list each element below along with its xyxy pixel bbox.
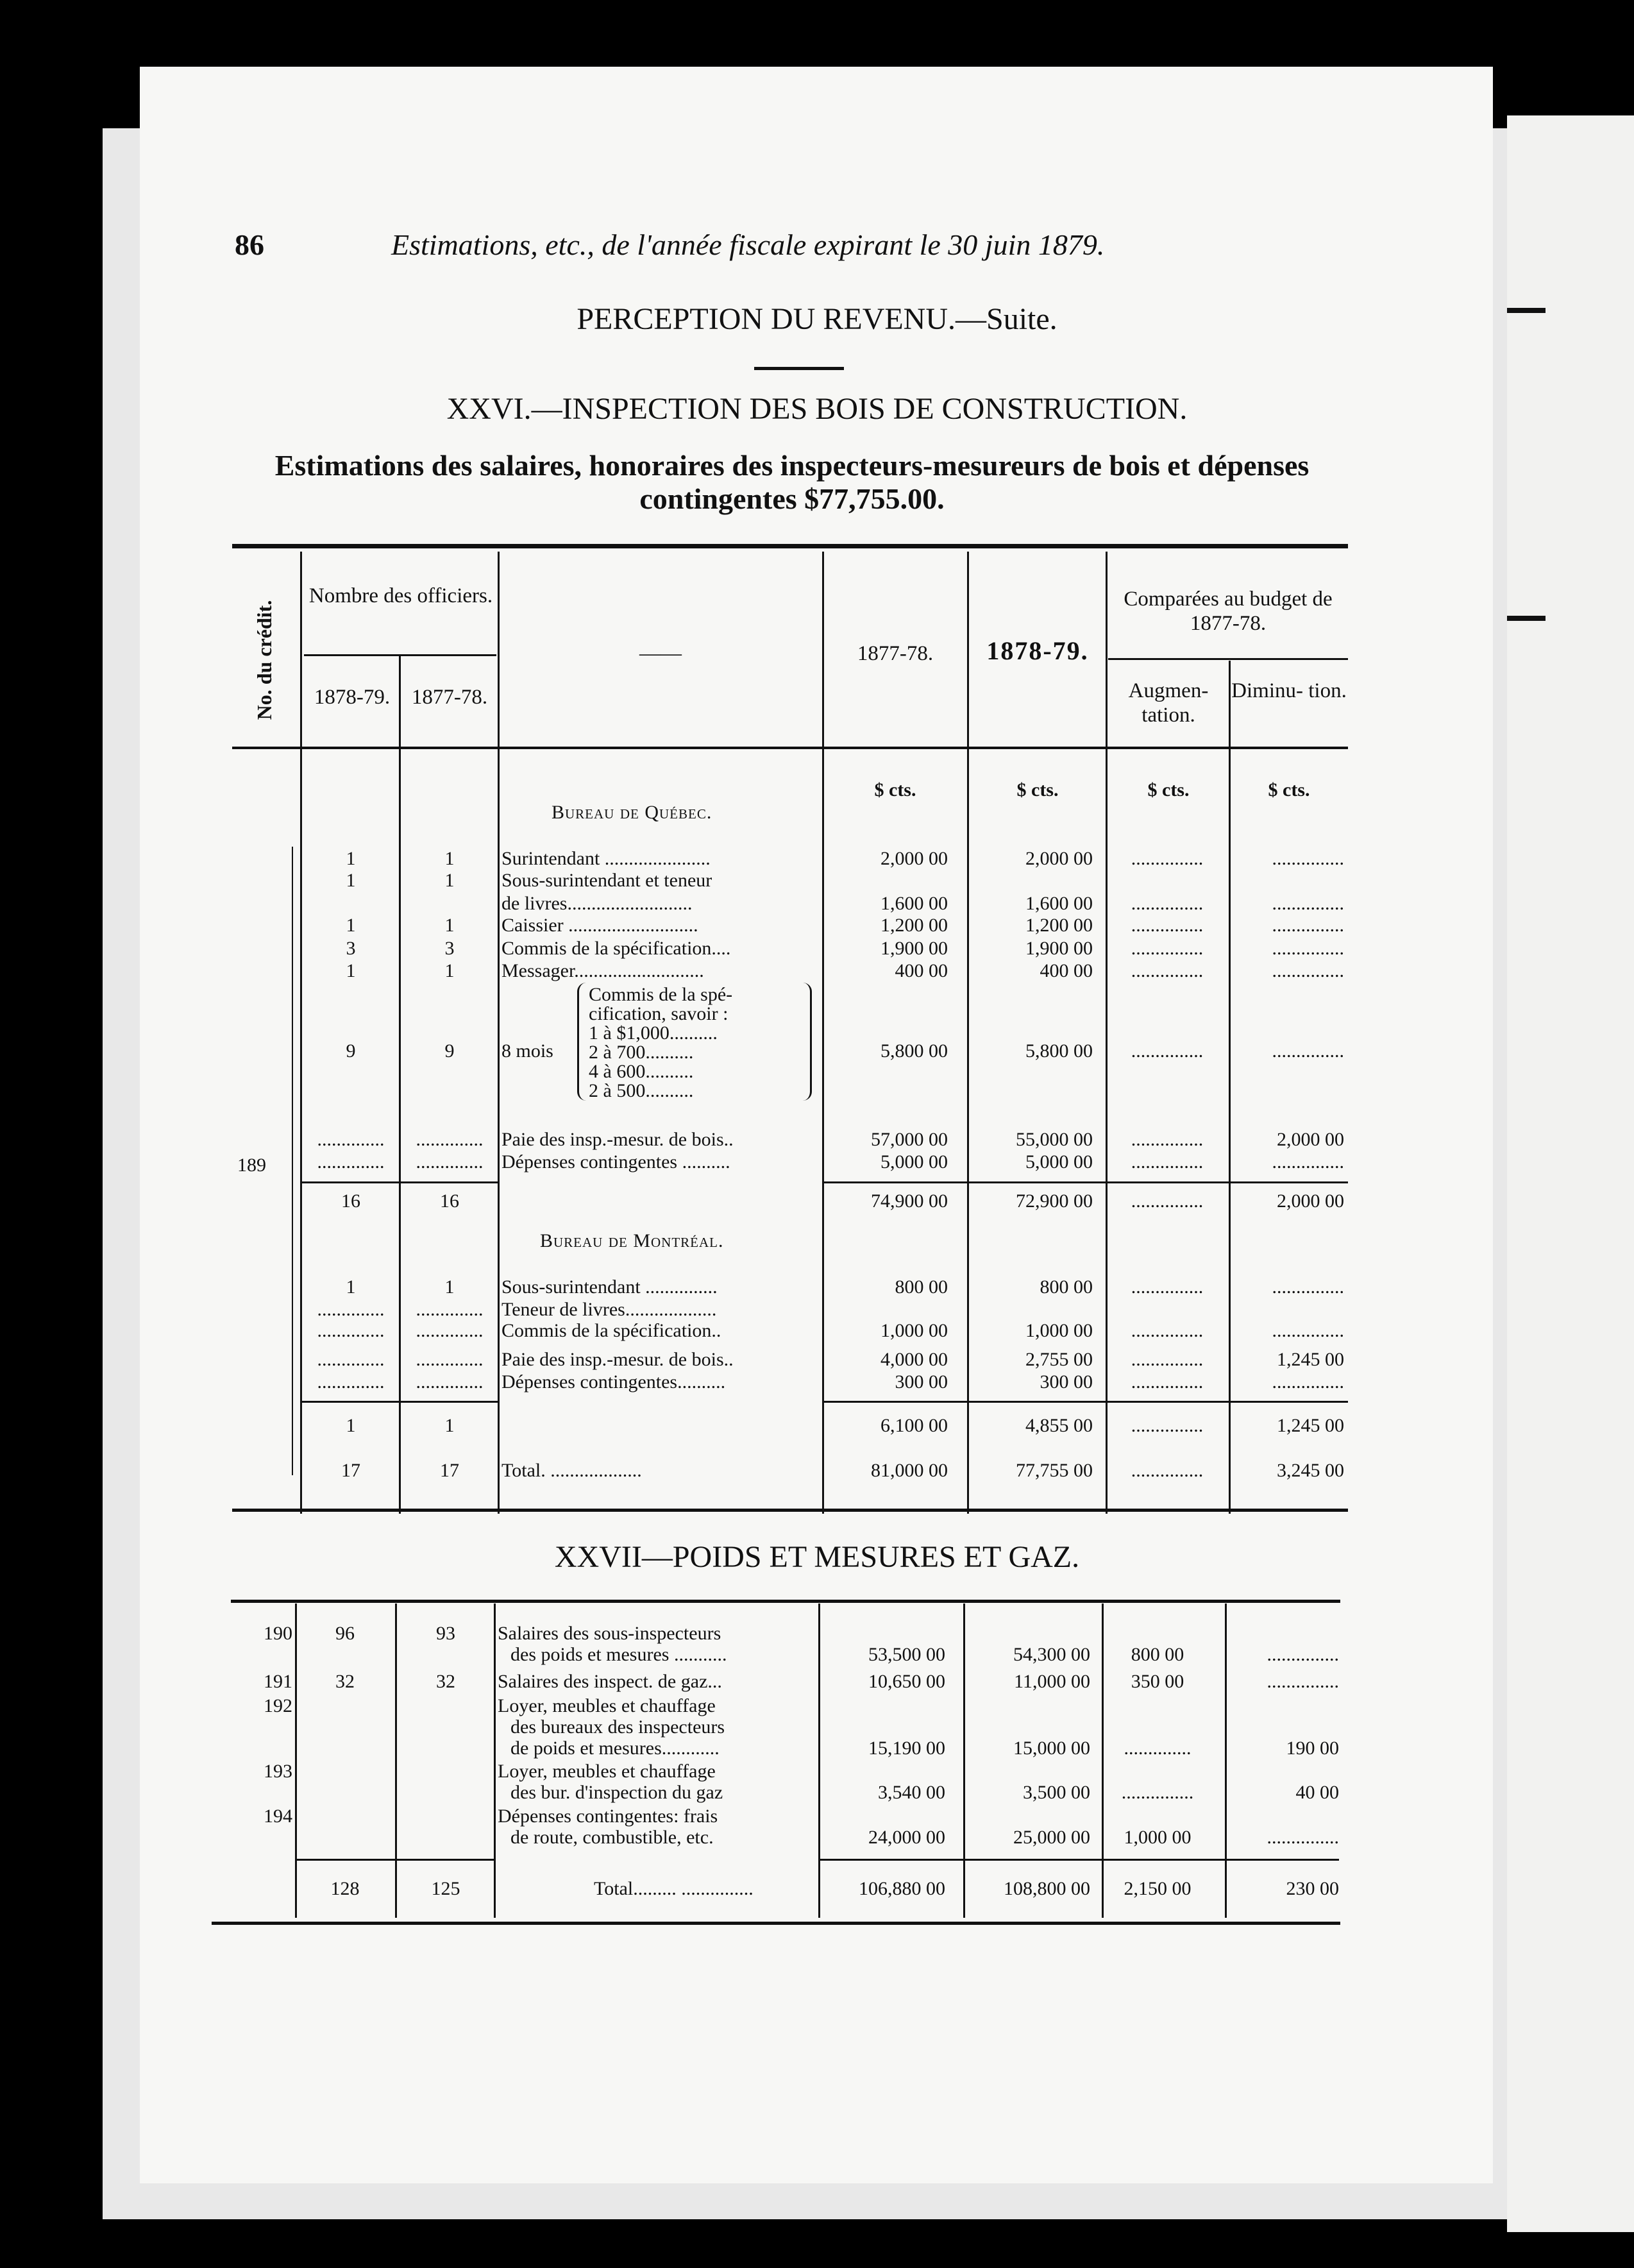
subtotal-rule xyxy=(822,1181,1348,1183)
col-divider xyxy=(295,1604,297,1918)
montreal-row-count-1877: .............. xyxy=(416,1349,484,1370)
header-augmentation: Augmen- tation. xyxy=(1128,679,1209,727)
quebec-row-amount-1878: 55,000 00 xyxy=(1016,1129,1093,1150)
col-divider xyxy=(1106,552,1108,1514)
montreal-row-label: Sous-surintendant ............... xyxy=(501,1276,718,1298)
montreal-row-count-1878: .............. xyxy=(317,1299,385,1320)
commis-duration: 8 mois xyxy=(501,1040,553,1062)
quebec-row-count-1878: 1 xyxy=(346,848,356,869)
quebec-row-label: de livres.......................... xyxy=(501,893,693,914)
montreal-row-amount-1878: 300 00 xyxy=(1040,1371,1093,1392)
montreal-total-amount-1878: 4,855 00 xyxy=(1025,1415,1093,1436)
quebec-row-diminution: 2,000 00 xyxy=(1277,1129,1344,1150)
montreal-row-diminution: ............... xyxy=(1272,1276,1344,1298)
quebec-row-amount-1877: 1,200 00 xyxy=(880,915,948,936)
quebec-total-count-1877: 16 xyxy=(440,1190,459,1212)
grand-total-diminution: 3,245 00 xyxy=(1277,1460,1344,1481)
commis-count-1878: 9 xyxy=(346,1040,356,1062)
row-label-line: Salaires des sous-inspecteurs xyxy=(498,1623,721,1644)
quebec-row-count-1877: 1 xyxy=(444,870,455,891)
row-augmentation: ............... xyxy=(1121,1782,1194,1803)
col-divider xyxy=(300,552,302,1514)
row-label-line: des bureaux des inspecteurs xyxy=(510,1716,725,1738)
row-count-1878: 32 xyxy=(335,1671,355,1692)
quebec-row-count-1877: 1 xyxy=(444,960,455,981)
row-diminution: ............... xyxy=(1267,1827,1339,1848)
subtotal-rule xyxy=(822,1401,1348,1403)
table-top-rule xyxy=(232,544,1348,548)
row-diminution: ............... xyxy=(1267,1671,1339,1692)
row-label-line: Dépenses contingentes: frais xyxy=(498,1806,718,1827)
quebec-row-diminution: ............... xyxy=(1272,915,1344,936)
col-divider xyxy=(399,654,401,1514)
table2-total-rule xyxy=(296,1859,495,1861)
quebec-row-amount-1878: 2,000 00 xyxy=(1025,848,1093,869)
page-number: 86 xyxy=(235,228,264,261)
montreal-row-amount-1878: 1,000 00 xyxy=(1025,1320,1093,1341)
row-amount-1877: 3,540 00 xyxy=(878,1782,945,1803)
credit-number: 192 xyxy=(264,1695,292,1716)
adjacent-page-edge xyxy=(1507,115,1634,2232)
quebec-row-augmentation: ............... xyxy=(1131,848,1204,869)
total-label: Total......... ............... xyxy=(594,1878,754,1899)
row-amount-1877: 10,650 00 xyxy=(868,1671,945,1692)
grand-total-label: Total. ................... xyxy=(501,1460,642,1481)
col-divider xyxy=(1229,661,1231,1514)
dollar-header: $ cts. xyxy=(1268,779,1310,800)
quebec-total-amount-1877: 74,900 00 xyxy=(871,1190,948,1212)
quebec-row-label: Messager........................... xyxy=(501,960,704,981)
quebec-row-count-1878: .............. xyxy=(317,1151,385,1172)
quebec-row-count-1878: 1 xyxy=(346,870,356,891)
quebec-total-augmentation: ............... xyxy=(1131,1190,1204,1212)
row-count-1877: 32 xyxy=(436,1671,455,1692)
montreal-row-count-1877: .............. xyxy=(416,1320,484,1341)
quebec-row-amount-1877: 57,000 00 xyxy=(871,1129,948,1150)
quebec-row-amount-1877: 1,900 00 xyxy=(880,938,948,959)
row-amount-1878: 25,000 00 xyxy=(1013,1827,1090,1848)
row-amount-1877: 53,500 00 xyxy=(868,1644,945,1665)
credit-number: 189 xyxy=(237,1155,266,1176)
row-label-line: des bur. d'inspection du gaz xyxy=(510,1782,723,1803)
quebec-total-amount-1878: 72,900 00 xyxy=(1016,1190,1093,1212)
commis-amount-1878: 5,800 00 xyxy=(1025,1040,1093,1062)
quebec-row-augmentation: ............... xyxy=(1131,1151,1204,1172)
quebec-row-augmentation: ............... xyxy=(1131,1129,1204,1150)
row-amount-1878: 15,000 00 xyxy=(1013,1738,1090,1759)
commis-line: cification, savoir : xyxy=(589,1003,729,1024)
quebec-row-augmentation: ............... xyxy=(1131,893,1204,914)
row-label-line: Salaires des inspect. de gaz... xyxy=(498,1671,722,1692)
montreal-total-amount-1877: 6,100 00 xyxy=(880,1415,948,1436)
row-augmentation: .............. xyxy=(1124,1738,1192,1759)
row-label-line: Loyer, meubles et chauffage xyxy=(498,1761,716,1782)
header-sub-rule xyxy=(1108,658,1348,660)
dollar-header: $ cts. xyxy=(874,779,916,800)
montreal-total-count-1877: 1 xyxy=(444,1415,455,1436)
dollar-header: $ cts. xyxy=(1016,779,1059,800)
commis-augmentation: ............... xyxy=(1131,1040,1204,1062)
commis-line: 4 à 600.......... xyxy=(589,1061,694,1082)
montreal-row-amount-1877: 4,000 00 xyxy=(880,1349,948,1370)
title-divider xyxy=(754,367,844,370)
commis-line: 1 à $1,000.......... xyxy=(589,1022,718,1044)
header-col-1877: 1877-78. xyxy=(857,642,934,665)
quebec-row-count-1877: 1 xyxy=(444,848,455,869)
credit-number: 190 xyxy=(264,1623,292,1644)
row-augmentation: 1,000 00 xyxy=(1124,1827,1192,1848)
quebec-row-amount-1878: 1,600 00 xyxy=(1025,893,1093,914)
row-augmentation: 800 00 xyxy=(1131,1644,1184,1665)
montreal-row-count-1878: 1 xyxy=(346,1276,356,1298)
total-dim: 230 00 xyxy=(1286,1878,1339,1899)
montreal-row-augmentation: ............... xyxy=(1131,1320,1204,1341)
table2-total-rule xyxy=(818,1859,1339,1861)
quebec-row-count-1878: 3 xyxy=(346,938,356,959)
col-divider xyxy=(498,552,500,1514)
row-augmentation: 350 00 xyxy=(1131,1671,1184,1692)
edge-mark xyxy=(1507,616,1546,621)
commis-diminution: ............... xyxy=(1272,1040,1344,1062)
quebec-row-amount-1878: 400 00 xyxy=(1040,960,1093,981)
document-page xyxy=(140,67,1493,2183)
quebec-row-diminution: ............... xyxy=(1272,848,1344,869)
col-divider xyxy=(818,1604,820,1918)
quebec-row-count-1878: 1 xyxy=(346,915,356,936)
header-no-credit-text: No. du crédit. xyxy=(253,600,276,720)
header-diminution: Diminu- tion. xyxy=(1231,679,1347,702)
row-amount-1878: 3,500 00 xyxy=(1023,1782,1090,1803)
row-label-line: de poids et mesures............ xyxy=(510,1738,720,1759)
quebec-row-diminution: ............... xyxy=(1272,938,1344,959)
montreal-row-label: Dépenses contingentes.......... xyxy=(501,1371,726,1392)
montreal-row-amount-1878: 800 00 xyxy=(1040,1276,1093,1298)
header-year-1878: 1878-79. xyxy=(314,686,391,709)
grand-total-count-1877: 17 xyxy=(440,1460,459,1481)
montreal-row-augmentation: ............... xyxy=(1131,1371,1204,1392)
total-n2: 125 xyxy=(431,1878,460,1899)
row-amount-1877: 15,190 00 xyxy=(868,1738,945,1759)
grand-total-amount-1877: 81,000 00 xyxy=(871,1460,948,1481)
commis-line: Commis de la spé- xyxy=(589,984,733,1005)
header-col-1878: 1878-79. xyxy=(986,636,1089,665)
commis-amount-1877: 5,800 00 xyxy=(880,1040,948,1062)
header-no-credit xyxy=(232,577,296,744)
row-count-1877: 93 xyxy=(436,1623,455,1644)
montreal-row-augmentation: ............... xyxy=(1131,1349,1204,1370)
header-year-1877: 1877-78. xyxy=(411,686,488,709)
quebec-row-label: Dépenses contingentes .......... xyxy=(501,1151,730,1172)
row-label-line: des poids et mesures ........... xyxy=(510,1644,727,1665)
running-head: Estimations, etc., de l'année fiscale expirant le 30 juin 1879. xyxy=(391,228,1105,261)
col-divider xyxy=(1225,1604,1227,1918)
commis-brace xyxy=(577,983,812,1101)
credit-brace xyxy=(292,847,293,1475)
montreal-row-augmentation: ............... xyxy=(1131,1276,1204,1298)
header-nombre: Nombre des officiers. xyxy=(308,584,493,607)
montreal-row-count-1877: .............. xyxy=(416,1371,484,1392)
quebec-row-label: Paie des insp.-mesur. de bois.. xyxy=(501,1129,734,1150)
col-divider xyxy=(967,552,969,1514)
quebec-row-diminution: ............... xyxy=(1272,1151,1344,1172)
subtotal-rule xyxy=(301,1401,498,1403)
quebec-row-label: Caissier ........................... xyxy=(501,915,698,936)
col-divider xyxy=(494,1604,496,1918)
row-diminution: 40 00 xyxy=(1295,1782,1339,1803)
row-label-line: de route, combustible, etc. xyxy=(510,1827,714,1848)
quebec-total-count-1878: 16 xyxy=(341,1190,360,1212)
commis-line: 2 à 500.......... xyxy=(589,1080,694,1101)
row-amount-1877: 24,000 00 xyxy=(868,1827,945,1848)
section-title: PERCEPTION DU REVENU.—Suite. xyxy=(577,302,1057,336)
montreal-row-label: Paie des insp.-mesur. de bois.. xyxy=(501,1349,734,1370)
quebec-row-label: Commis de la spécification.... xyxy=(501,938,731,959)
credit-number: 194 xyxy=(264,1806,292,1827)
col-divider xyxy=(822,552,824,1514)
quebec-row-diminution: ............... xyxy=(1272,960,1344,981)
header-comparees: Comparées au budget de 1877-78. xyxy=(1124,588,1333,635)
total-c2: 108,800 00 xyxy=(1004,1878,1090,1899)
quebec-row-amount-1877: 5,000 00 xyxy=(880,1151,948,1172)
quebec-row-count-1877: .............. xyxy=(416,1129,484,1150)
quebec-total-diminution: 2,000 00 xyxy=(1277,1190,1344,1212)
quebec-row-diminution: ............... xyxy=(1272,893,1344,914)
description: Estimations des salaires, honoraires des inspecteurs-mesureurs de bois et dépenses contingentes $77,755.00. xyxy=(274,449,1310,515)
quebec-row-count-1877: 3 xyxy=(444,938,455,959)
quebec-row-amount-1877: 2,000 00 xyxy=(880,848,948,869)
col-divider xyxy=(1102,1604,1104,1918)
quebec-row-amount-1878: 1,200 00 xyxy=(1025,915,1093,936)
montreal-row-diminution: 1,245 00 xyxy=(1277,1349,1344,1370)
row-count-1878: 96 xyxy=(335,1623,355,1644)
quebec-row-augmentation: ............... xyxy=(1131,960,1204,981)
montreal-row-amount-1877: 1,000 00 xyxy=(880,1320,948,1341)
quebec-row-augmentation: ............... xyxy=(1131,938,1204,959)
row-diminution: ............... xyxy=(1267,1644,1339,1665)
row-amount-1878: 54,300 00 xyxy=(1013,1644,1090,1665)
quebec-row-label: Sous-surintendant et teneur xyxy=(501,870,712,891)
quebec-row-augmentation: ............... xyxy=(1131,915,1204,936)
montreal-row-count-1878: .............. xyxy=(317,1320,385,1341)
credit-number: 191 xyxy=(264,1671,292,1692)
part-title: XXVI.—INSPECTION DES BOIS DE CONSTRUCTION. xyxy=(446,392,1188,426)
table2-bottom-rule xyxy=(212,1922,1340,1925)
quebec-row-amount-1878: 5,000 00 xyxy=(1025,1151,1093,1172)
total-n1: 128 xyxy=(330,1878,360,1899)
montreal-row-count-1877: .............. xyxy=(416,1299,484,1320)
montreal-row-diminution: ............... xyxy=(1272,1320,1344,1341)
quebec-row-count-1877: 1 xyxy=(444,915,455,936)
table-bottom-rule xyxy=(232,1509,1348,1512)
total-c1: 106,880 00 xyxy=(859,1878,945,1899)
credit-number: 193 xyxy=(264,1761,292,1782)
montreal-row-amount-1877: 800 00 xyxy=(895,1276,948,1298)
quebec-row-count-1878: 1 xyxy=(346,960,356,981)
montreal-row-count-1878: .............. xyxy=(317,1371,385,1392)
montreal-total-count-1878: 1 xyxy=(346,1415,356,1436)
row-amount-1878: 11,000 00 xyxy=(1014,1671,1090,1692)
quebec-row-amount-1877: 400 00 xyxy=(895,960,948,981)
section-heading-quebec: Bureau de Québec. xyxy=(552,802,712,823)
commis-count-1877: 9 xyxy=(444,1040,455,1062)
subtotal-rule xyxy=(301,1181,498,1183)
montreal-row-count-1878: .............. xyxy=(317,1349,385,1370)
montreal-row-diminution: ............... xyxy=(1272,1371,1344,1392)
quebec-row-count-1878: .............. xyxy=(317,1129,385,1150)
col-divider xyxy=(395,1604,397,1918)
col-divider xyxy=(963,1604,965,1918)
montreal-row-label: Teneur de livres................... xyxy=(501,1299,717,1320)
montreal-row-label: Commis de la spécification.. xyxy=(501,1320,721,1341)
montreal-total-diminution: 1,245 00 xyxy=(1277,1415,1344,1436)
quebec-row-amount-1878: 1,900 00 xyxy=(1025,938,1093,959)
row-diminution: 190 00 xyxy=(1286,1738,1339,1759)
grand-total-count-1878: 17 xyxy=(341,1460,360,1481)
part-title-xxvii: XXVII—POIDS ET MESURES ET GAZ. xyxy=(554,1540,1080,1574)
montreal-row-amount-1877: 300 00 xyxy=(895,1371,948,1392)
table2-top-rule xyxy=(231,1600,1340,1603)
grand-total-augmentation: ............... xyxy=(1131,1460,1204,1481)
quebec-row-label: Surintendant ...................... xyxy=(501,848,711,869)
section-heading-montreal: Bureau de Montréal. xyxy=(540,1230,724,1251)
quebec-row-count-1877: .............. xyxy=(416,1151,484,1172)
quebec-row-amount-1877: 1,600 00 xyxy=(880,893,948,914)
montreal-row-count-1877: 1 xyxy=(444,1276,455,1298)
commis-line: 2 à 700.......... xyxy=(589,1042,694,1063)
row-label-line: Loyer, meubles et chauffage xyxy=(498,1695,716,1716)
dollar-header: $ cts. xyxy=(1147,779,1190,800)
grand-total-amount-1878: 77,755 00 xyxy=(1016,1460,1093,1481)
total-aug: 2,150 00 xyxy=(1124,1878,1192,1899)
montreal-row-amount-1878: 2,755 00 xyxy=(1025,1349,1093,1370)
header-dash: —— xyxy=(639,642,682,665)
montreal-total-augmentation: ............... xyxy=(1131,1415,1204,1436)
